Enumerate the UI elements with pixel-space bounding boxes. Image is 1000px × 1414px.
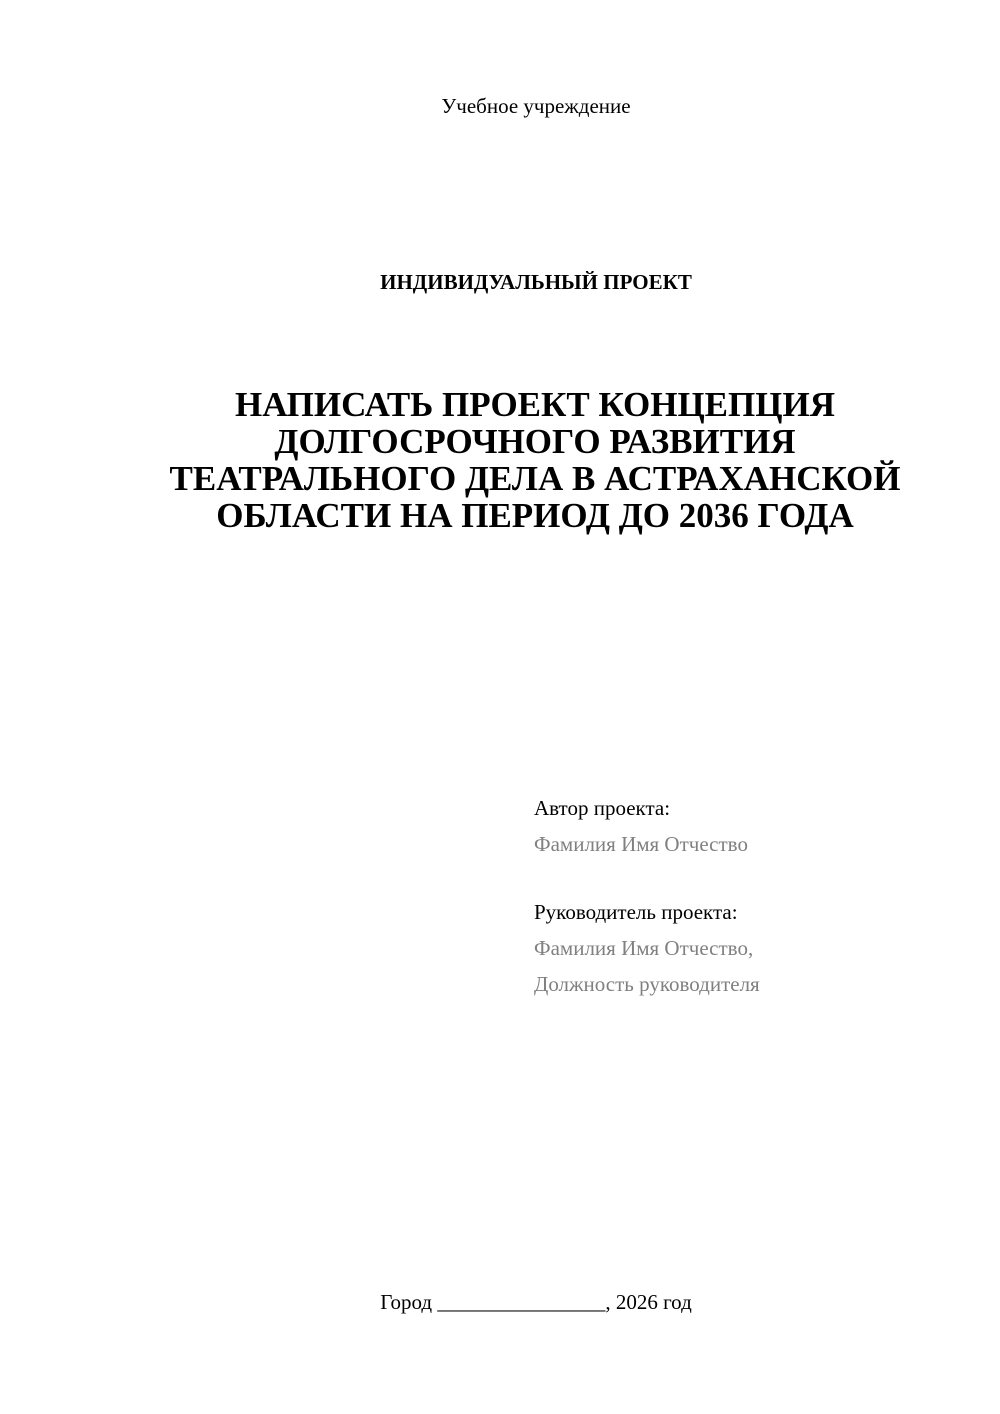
project-title: НАПИСАТЬ ПРОЕКТ КОНЦЕПЦИЯ ДОЛГОСРОЧНОГО РАЗВИТИЯ ТЕАТРАЛЬНОГО ДЕЛА В АСТРАХАНСКОЙ ОБЛАСТИ НА ПЕРИОД ДО 2036 ГОДА	[169, 385, 901, 535]
document-type: ИНДИВИДУАЛЬНЫЙ ПРОЕКТ	[380, 270, 692, 294]
author-name: Фамилия Имя Отчество	[534, 832, 748, 856]
institution-name: Учебное учреждение	[441, 94, 631, 118]
supervisor-label: Руководитель проекта:	[534, 900, 738, 924]
supervisor-name: Фамилия Имя Отчество,	[534, 936, 754, 960]
author-label: Автор проекта:	[534, 796, 671, 820]
spacer	[534, 862, 974, 894]
project-credits	[534, 790, 974, 1002]
supervisor-position: Должность руководителя	[534, 972, 760, 996]
city-year-line: Город ________________, 2026 год	[380, 1290, 692, 1314]
